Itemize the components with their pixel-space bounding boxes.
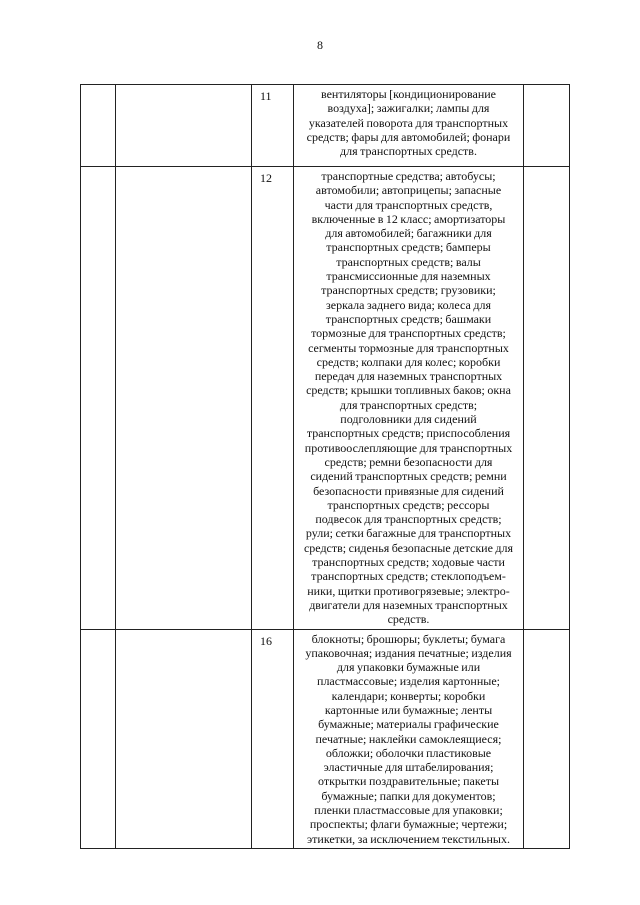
goods-line: средств; ремни безопасности для — [324, 454, 493, 469]
goods-line: ники, щитки противогрязевые; электро- — [307, 583, 510, 598]
class-number-cell: 12 — [252, 167, 294, 630]
goods-line: зеркала заднего вида; колеса для — [326, 297, 491, 312]
class-number-cell: 11 — [252, 85, 294, 167]
goods-line: вентиляторы [кондиционирование — [320, 87, 497, 101]
table-cell-empty — [116, 167, 252, 630]
table-cell-empty — [81, 85, 116, 167]
goods-line: транспортных средств; рессоры — [327, 497, 490, 512]
goods-line: открытки поздравительные; пакеты — [317, 774, 500, 789]
goods-line: для транспортных средств. — [340, 144, 477, 159]
goods-list-cell — [294, 85, 524, 167]
table-cell-empty — [81, 167, 116, 630]
table-cell-empty — [116, 85, 252, 167]
goods-line: средств; сиденья безопасные детские для — [303, 540, 514, 555]
goods-line: средств; фары для автомобилей; фонари — [306, 129, 511, 144]
goods-line: транспортные средства; автобусы; — [321, 169, 496, 183]
goods-line: блокноты; брошюры; буклеты; бумага — [311, 631, 506, 646]
table-row — [81, 167, 570, 630]
goods-classification-table — [80, 84, 570, 849]
goods-line: воздуха]; зажигалки; лампы для — [327, 101, 490, 116]
goods-line: сидений транспортных средств; ремни — [310, 469, 507, 484]
table-row — [81, 629, 570, 848]
goods-line: для автомобилей; багажники для — [325, 226, 492, 241]
goods-line: для транспортных средств; — [339, 397, 478, 412]
goods-line: сегменты тормозные для транспортных — [308, 340, 509, 355]
goods-line: бумажные; материалы графические — [318, 717, 499, 732]
table-cell-empty — [524, 629, 570, 848]
goods-line: передач для наземных транспортных — [314, 369, 503, 384]
table-cell-empty — [116, 629, 252, 848]
goods-list-cell — [294, 629, 524, 848]
goods-line: календари; конверты; коробки — [331, 688, 486, 703]
goods-line: эластичные для штабелирования; — [323, 760, 494, 775]
goods-line: печатные; наклейки самоклеящиеся; — [315, 731, 502, 746]
table-row — [81, 85, 570, 167]
goods-line: подвесок для транспортных средств; — [315, 512, 502, 527]
goods-line: указателей поворота для транспортных — [308, 115, 509, 130]
goods-line: пленки пластмассовые для упаковки; — [314, 803, 503, 818]
goods-line: средств. — [387, 612, 430, 627]
goods-line: двигатели для наземных транспортных — [309, 597, 508, 612]
goods-line: автомобили; автоприцепы; запасные — [315, 183, 502, 198]
goods-line: для упаковки бумажные или — [336, 660, 481, 675]
goods-line: обложки; оболочки пластиковые — [325, 745, 492, 760]
goods-line: пластмассовые; изделия картонные; — [317, 674, 500, 689]
goods-line: тормозные для транспортных средств; — [311, 326, 506, 341]
goods-line: транспортных средств; приспособления — [306, 426, 511, 441]
goods-list-cell — [294, 167, 524, 630]
table-cell-empty — [524, 85, 570, 167]
goods-line: безопасности привязные для сидений — [313, 483, 504, 498]
goods-line: рули; сетки багажные для транспортных — [305, 526, 512, 541]
page-number: 8 — [317, 38, 323, 52]
goods-line: транспортных средств; ходовые части — [312, 555, 505, 570]
goods-line: средств; крышки топливных баков; окна — [306, 383, 511, 398]
goods-line: включенные в 12 класс; амортизаторы — [311, 211, 506, 226]
goods-line: средств; колпаки для колес; коробки — [316, 354, 501, 369]
goods-line: противоослепляющие для транспортных — [304, 440, 513, 455]
goods-line: транспортных средств; бамперы — [326, 240, 491, 255]
goods-line: трансмиссионные для наземных — [326, 269, 491, 284]
table-cell-empty — [524, 167, 570, 630]
goods-line: транспортных средств; стеклоподъем- — [311, 569, 506, 584]
goods-line: бумажные; папки для документов; — [321, 788, 496, 803]
goods-line: подголовники для сидений — [340, 412, 477, 427]
goods-line: упаковочная; издания печатные; изделия — [305, 645, 512, 660]
goods-line: этикетки, за исключением текстильных. — [307, 831, 510, 846]
goods-line: картонные или бумажные; ленты — [324, 702, 493, 717]
goods-line: проспекты; флаги бумажные; чертежи; — [309, 817, 508, 832]
goods-line: транспортных средств; грузовики; — [321, 283, 496, 298]
table-cell-empty — [81, 629, 116, 848]
goods-line: транспортных средств; валы — [336, 254, 481, 269]
class-number-cell: 16 — [252, 629, 294, 848]
goods-line: транспортных средств; башмаки — [325, 311, 492, 326]
goods-line: части для транспортных средств, — [324, 197, 493, 212]
